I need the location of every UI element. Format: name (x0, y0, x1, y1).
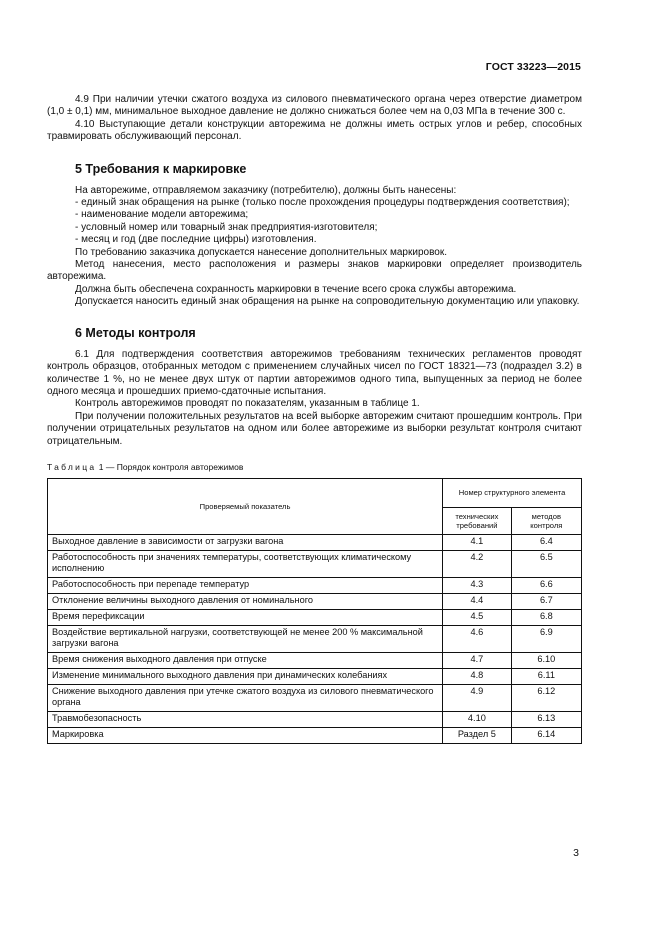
section-6-paragraph: Контроль авторежимов проводят по показателям, указанным в таблице 1. (75, 398, 420, 410)
table-row (48, 534, 582, 550)
row-indicator: Время снижения выходного давления при отпуске (48, 652, 443, 668)
section-5-paragraph: - единый знак обращения на рынке (только после прохождения процедуры подтверждения соответствия); (75, 197, 570, 209)
section-5-paragraph: - наименование модели авторежима; (75, 209, 249, 221)
row-tech-ref: 4.5 (443, 609, 512, 625)
table-row (48, 668, 582, 684)
header-structural-element: Номер структурного элемента (443, 478, 582, 507)
row-indicator: Время перефиксации (48, 609, 443, 625)
table-row (48, 711, 582, 727)
row-indicator: Изменение минимального выходного давления при динамических колебаниях (48, 668, 443, 684)
header-indicator: Проверяемый показатель (48, 478, 443, 534)
row-method-ref: 6.12 (511, 684, 581, 711)
section-5-heading: 5 Требования к маркировке (75, 161, 247, 176)
table-row (48, 625, 582, 652)
row-indicator: Маркировка (48, 727, 443, 743)
section-5-paragraph: По требованию заказчика допускается нанесение дополнительных маркировок. (75, 246, 447, 258)
header-technical-requirements: технических требований (443, 507, 512, 534)
table-row (48, 593, 582, 609)
page-number: 3 (573, 847, 579, 859)
row-tech-ref: 4.2 (443, 550, 512, 577)
document-code-header: ГОСТ 33223—2015 (485, 61, 581, 73)
header-control-methods: методов контроля (511, 507, 581, 534)
row-indicator: Работоспособность при значениях температуры, соответствующих климатическому исполнению (48, 550, 443, 577)
section-5-paragraph: Должна быть обеспечена сохранность маркировки в течение всего срока службы авторежима. (75, 283, 517, 295)
table-row (48, 550, 582, 577)
row-tech-ref: 4.8 (443, 668, 512, 684)
row-tech-ref: 4.6 (443, 625, 512, 652)
row-tech-ref: Раздел 5 (443, 727, 512, 743)
table-caption (47, 462, 582, 472)
row-method-ref: 6.5 (511, 550, 581, 577)
paragraph-4-9: 4.9 При наличии утечки сжатого воздуха из силового пневматического органа через отверстие диаметром (1,0 ± 0,1) мм, минимальное выходное давление не должно снижаться более чем на 0,03 МПа в течение 300 с. (47, 94, 582, 118)
section-5-paragraph: Метод нанесения, место расположения и размеры знаков маркировки определяет производитель авторежима. (47, 259, 582, 283)
section-6-paragraph: При получении положительных результатов на всей выборке авторежим считают прошедшим контроль. При получении отрицательных результатов на одном или более авторежиме из выборки результат контроля считают отрицательным. (47, 410, 582, 447)
row-tech-ref: 4.10 (443, 711, 512, 727)
row-indicator: Выходное давление в зависимости от загрузки вагона (48, 534, 443, 550)
row-tech-ref: 4.1 (443, 534, 512, 550)
table-row (48, 577, 582, 593)
paragraph-4-10: 4.10 Выступающие детали конструкции авторежима не должны иметь острых углов и ребер, способных травмировать обслуживающий персонал. (47, 118, 582, 143)
row-method-ref: 6.9 (511, 625, 581, 652)
row-method-ref: 6.7 (511, 593, 581, 609)
section-5-paragraph: - условный номер или товарный знак предприятия-изготовителя; (75, 221, 378, 233)
row-tech-ref: 4.7 (443, 652, 512, 668)
table-row (48, 609, 582, 625)
row-method-ref: 6.4 (511, 534, 581, 550)
section-5-paragraph: - месяц и год (две последние цифры) изготовления. (75, 234, 317, 246)
section-5-paragraph: На авторежиме, отправляемом заказчику (потребителю), должны быть нанесены: (75, 184, 457, 196)
row-tech-ref: 4.4 (443, 593, 512, 609)
row-method-ref: 6.14 (511, 727, 581, 743)
row-tech-ref: 4.3 (443, 577, 512, 593)
section-5-paragraph: Допускается наносить единый знак обращения на рынке на сопроводительную документацию или упаковку. (75, 296, 580, 308)
row-method-ref: 6.10 (511, 652, 581, 668)
row-indicator: Воздействие вертикальной нагрузки, соответствующей не менее 200 % максимальной загрузки вагона (48, 625, 443, 652)
section-6-heading: 6 Методы контроля (75, 325, 196, 340)
table-row (48, 652, 582, 668)
page-content (47, 94, 582, 744)
table-caption-label: Таблица (47, 461, 97, 472)
row-method-ref: 6.11 (511, 668, 581, 684)
row-indicator: Работоспособность при перепаде температур (48, 577, 443, 593)
row-indicator: Отклонение величины выходного давления от номинального (48, 593, 443, 609)
row-indicator: Травмобезопасность (48, 711, 443, 727)
table-row (48, 684, 582, 711)
table-caption-title: 1 — Порядок контроля авторежимов (96, 461, 244, 472)
row-indicator: Снижение выходного давления при утечке сжатого воздуха из силового пневматического органа (48, 684, 443, 711)
table-row (48, 727, 582, 743)
row-method-ref: 6.13 (511, 711, 581, 727)
row-method-ref: 6.8 (511, 609, 581, 625)
row-tech-ref: 4.9 (443, 684, 512, 711)
section-6-paragraph: 6.1 Для подтверждения соответствия авторежимов требованиям технических регламентов проводят контроль образцов, отобранных методом с применением случайных чисел по ГОСТ 18321—73 (подраздел 3.2) в количестве 1 %, но не менее двух штук от партии авторежимов одного типа, выпущенных за период не более одного месяца и прошедших приемо-сдаточные испытания. (47, 348, 582, 397)
row-method-ref: 6.6 (511, 577, 581, 593)
control-order-table (47, 478, 582, 744)
